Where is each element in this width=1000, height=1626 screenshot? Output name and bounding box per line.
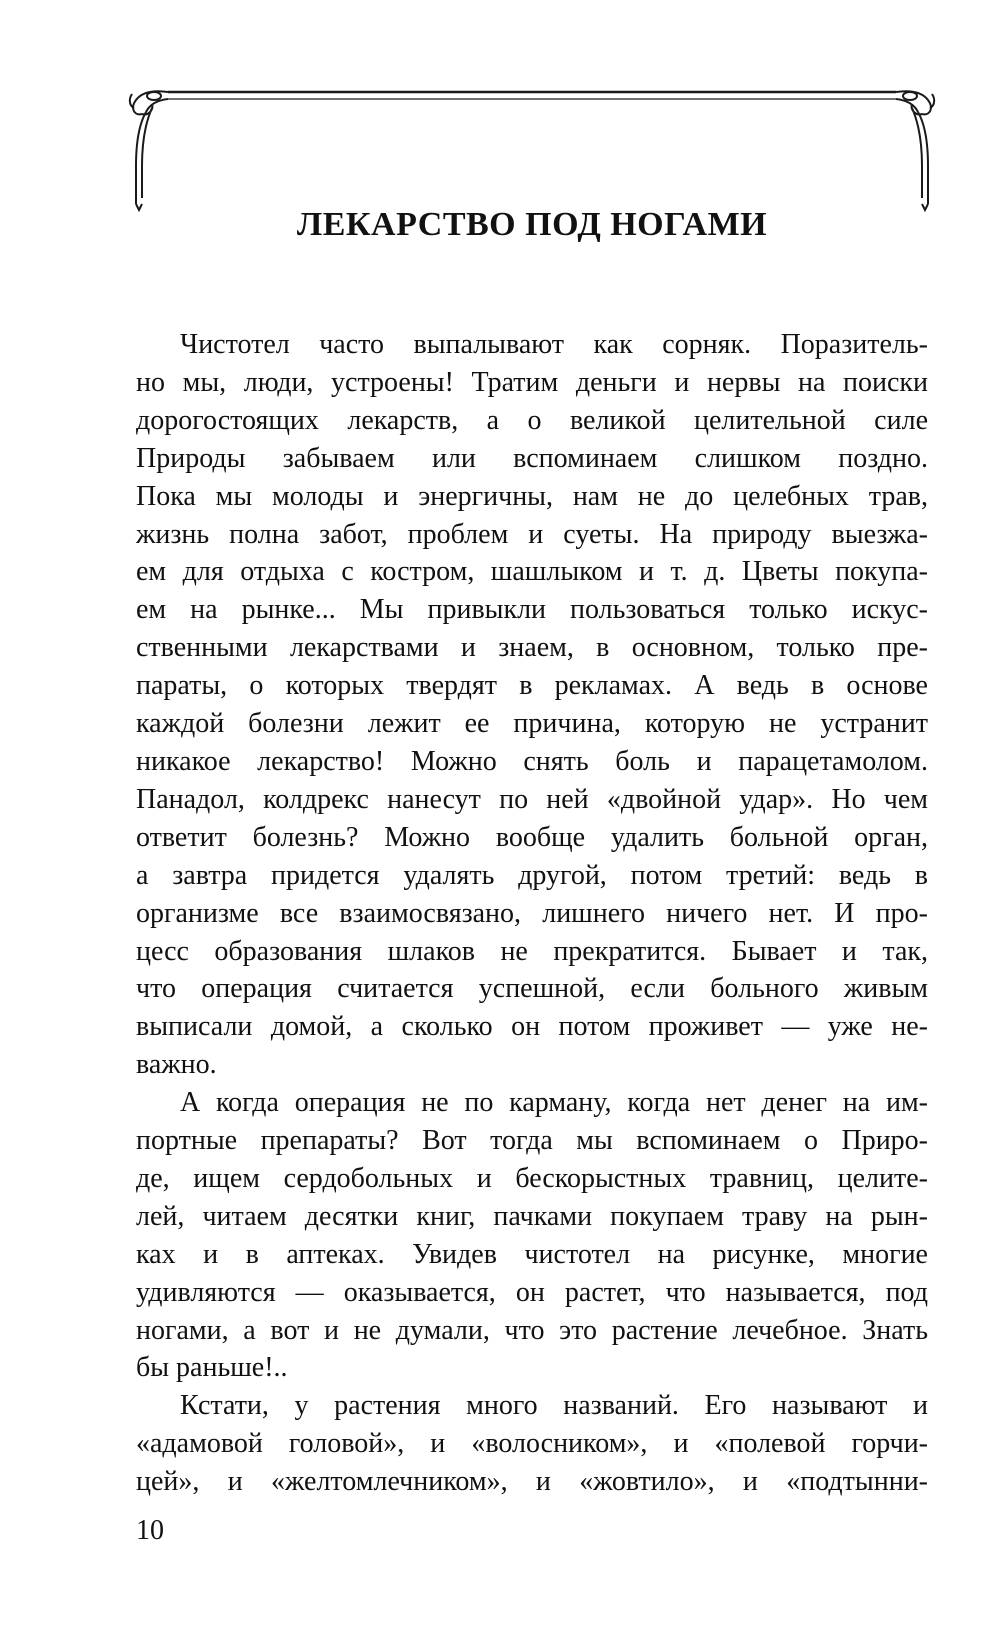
text-line: лей, читаем десятки книг, пачками покупаем траву на рын- xyxy=(136,1200,928,1232)
text-line: цей», и «желтомлечником», и «жовтило», и «подтынни- xyxy=(136,1466,928,1498)
paragraph-2 xyxy=(136,1084,928,1387)
text-line: а завтра придется удалять другой, потом третий: ведь в xyxy=(136,859,928,891)
text-line: выписали домой, а сколько он потом проживет — уже не- xyxy=(136,1011,928,1043)
text-line: Пока мы молоды и энергичны, нам не до целебных трав, xyxy=(136,480,928,512)
text-line: ственными лекарствами и знаем, в основном, только пре- xyxy=(136,632,928,664)
text-line: никакое лекарство! Можно снять боль и парацетамолом. xyxy=(136,745,928,777)
page-number: 10 xyxy=(136,1515,164,1546)
paragraph-3 xyxy=(136,1387,928,1501)
text-line: ем на рынке... Мы привыкли пользоваться только искус- xyxy=(136,594,928,626)
text-line: «адамовой головой», и «волосником», и «полевой горчи- xyxy=(136,1428,928,1460)
chapter-title: ЛЕКАРСТВО ПОД НОГАМИ xyxy=(296,206,768,243)
text-line: жизнь полна забот, проблем и суеты. На природу выезжа- xyxy=(136,518,928,550)
text-line: параты, о которых твердят в рекламах. А ведь в основе xyxy=(136,670,928,702)
text-line: организме все взаимосвязано, лишнего ничего нет. И про- xyxy=(136,897,928,929)
text-line: ответит болезнь? Можно вообще удалить больной орган, xyxy=(136,821,928,853)
text-line: каждой болезни лежит ее причина, которую не устранит xyxy=(136,708,928,740)
text-line: портные препараты? Вот тогда мы вспоминаем о Приро- xyxy=(136,1125,928,1157)
paragraph-1 xyxy=(136,326,928,1084)
text-line: важно. xyxy=(136,1049,217,1081)
ornamental-header-frame xyxy=(128,86,936,226)
body-text xyxy=(136,326,928,1501)
text-line: ем для отдыха с костром, шашлыком и т. д. Цветы покупа- xyxy=(136,556,928,588)
text-line: удивляются — оказывается, он растет, что называется, под xyxy=(136,1276,928,1308)
text-line: цесс образования шлаков не прекратится. Бывает и так, xyxy=(136,935,928,967)
text-line: но мы, люди, устроены! Тратим деньги и нервы на поиски xyxy=(136,366,928,398)
text-line: ногами, а вот и не думали, что это растение лечебное. Знать xyxy=(136,1314,928,1346)
text-line: А когда операция не по карману, когда нет денег на им- xyxy=(180,1087,928,1119)
text-line: дорогостоящих лекарств, а о великой целительной силе xyxy=(136,404,928,436)
text-line: бы раньше!.. xyxy=(136,1352,288,1384)
text-line: Природы забываем или вспоминаем слишком поздно. xyxy=(136,442,928,474)
text-line: что операция считается успешной, если больного живым xyxy=(136,973,928,1005)
text-line: Панадол, колдрекс нанесут по ней «двойной удар». Но чем xyxy=(136,783,928,815)
text-line: Кстати, у растения много названий. Его называют и xyxy=(180,1390,928,1422)
text-line: Чистотел часто выпалывают как сорняк. Поразитель- xyxy=(180,329,928,360)
text-line: де, ищем сердобольных и бескорыстных травниц, целите- xyxy=(136,1162,928,1194)
text-line: ках и в аптеках. Увидев чистотел на рисунке, многие xyxy=(136,1238,928,1270)
